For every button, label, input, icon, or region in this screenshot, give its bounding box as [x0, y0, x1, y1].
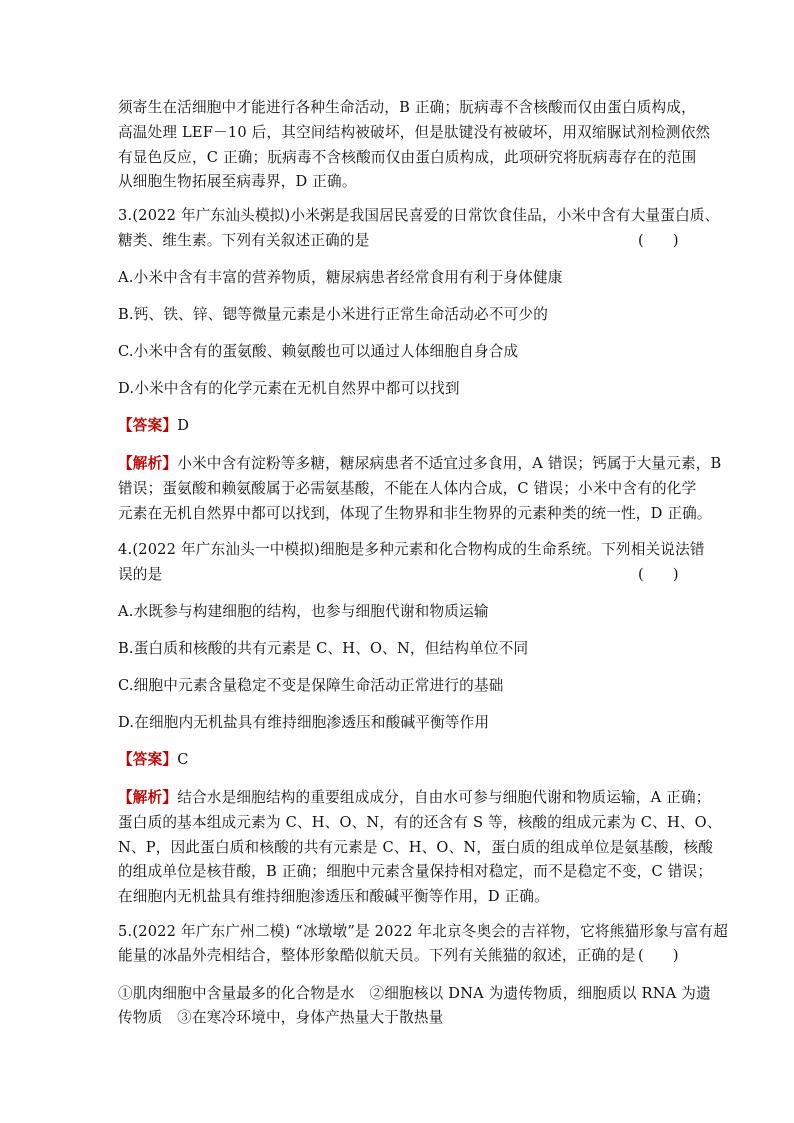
q5-stem-line: 5.(2022 年广东广州二模) “冰墩墩”是 2022 年北京冬奥会的吉祥物，它将熊猫形象与富有超	[118, 923, 729, 940]
analysis-tag: 【解析】	[118, 789, 178, 806]
intro-explanation-line: 从细胞生物拓展至病毒界，D 正确。	[118, 173, 357, 190]
q4-analysis-line: 在细胞内无机盐具有维持细胞渗透压和酸碱平衡等作用，D 正确。	[118, 888, 549, 905]
q4-option-c: C.细胞中元素含量稳定不变是保障生命活动正常进行的基础	[118, 677, 504, 694]
q3-stem-line: 3.(2022 年广东汕头模拟)小米粥是我国居民喜爱的日常饮食佳品，小米中含有大量蛋白质、	[118, 207, 720, 224]
q5-statement-line: 传物质 ③在寒冷环境中，身体产热量大于散热量	[118, 1009, 444, 1026]
q3-analysis-line: 元素在无机自然界中都可以找到，体现了生物界和非生物界的元素种类的统一性，D 正确。	[118, 505, 712, 522]
q3-answer-paren: ( )	[638, 232, 679, 249]
intro-explanation-line: 高温处理 LEF－10 后，其空间结构被破坏，但是肽键没有被破坏，用双缩脲试剂检测依然	[118, 124, 711, 141]
q3-option-c: C.小米中含有的蛋氨酸、赖氨酸也可以通过人体细胞自身合成	[118, 343, 519, 360]
q3-option-d: D.小米中含有的化学元素在无机自然界中都可以找到	[118, 380, 460, 397]
q5-answer-paren: ( )	[638, 947, 679, 964]
answer-value: C	[177, 751, 189, 768]
intro-explanation-line: 有显色反应，C 正确；朊病毒不含核酸而仅由蛋白质构成，此项研究将朊病毒存在的范围	[118, 149, 697, 166]
answer-tag: 【答案】	[118, 417, 178, 434]
q3-option-a: A.小米中含有丰富的营养物质，糖尿病患者经常食用有利于身体健康	[118, 269, 563, 286]
answer-value: D	[177, 417, 190, 434]
answer-tag: 【答案】	[118, 751, 178, 768]
intro-explanation-line: 须寄生在活细胞中才能进行各种生命活动，B 正确；朊病毒不含核酸而仅由蛋白质构成，	[118, 99, 696, 116]
analysis-text: 小米中含有淀粉等多糖，糖尿病患者不适宜过多食用，A 错误；钙属于大量元素，B	[177, 455, 722, 472]
q4-analysis-line: 的组成单位是核苷酸，B 正确；细胞中元素含量保持相对稳定，而不是稳定不变，C 错误；	[118, 863, 713, 880]
q3-analysis-line	[118, 454, 721, 474]
q4-analysis-line	[118, 788, 711, 808]
q4-option-b: B.蛋白质和核酸的共有元素是 C、H、O、N，但结构单位不同	[118, 640, 529, 657]
q3-option-b: B.钙、铁、锌、锶等微量元素是小米进行正常生命活动必不可少的	[118, 306, 548, 323]
q3-analysis-line: 错误；蛋氨酸和赖氨酸属于必需氨基酸，不能在人体内合成，C 错误；小米中含有的化学	[118, 480, 697, 497]
analysis-text: 结合水是细胞结构的重要组成成分，自由水可参与细胞代谢和物质运输，A 正确；	[177, 789, 711, 806]
q4-analysis-line: N、P，因此蛋白质和核酸的共有元素是 C、H、O、N，蛋白质的组成单位是氨基酸，核酸	[118, 839, 714, 856]
q4-option-a: A.水既参与构建细胞的结构，也参与细胞代谢和物质运输	[118, 603, 489, 620]
q4-answer-paren: ( )	[638, 566, 679, 583]
q5-stem-line: 能量的冰晶外壳相结合，整体形象酷似航天员。下列有关熊猫的叙述，正确的是	[118, 947, 636, 964]
q3-stem-line: 糖类、维生素。下列有关叙述正确的是	[118, 232, 370, 249]
q4-stem-line: 4.(2022 年广东汕头一中模拟)细胞是多种元素和化合物构成的生命系统。下列相关说法错	[118, 541, 705, 558]
q4-stem-line: 误的是	[118, 566, 163, 583]
q3-answer	[118, 416, 189, 436]
q4-option-d: D.在细胞内无机盐具有维持细胞渗透压和酸碱平衡等作用	[118, 714, 490, 731]
q4-answer	[118, 750, 189, 770]
q5-statement-line: ①肌肉细胞中含量最多的化合物是水 ②细胞核以 DNA 为遗传物质，细胞质以 RNA 为遗	[118, 985, 711, 1002]
q4-analysis-line: 蛋白质的基本组成元素为 C、H、O、N，有的还含有 S 等，核酸的组成元素为 C、H、O、	[118, 814, 722, 831]
analysis-tag: 【解析】	[118, 455, 178, 472]
